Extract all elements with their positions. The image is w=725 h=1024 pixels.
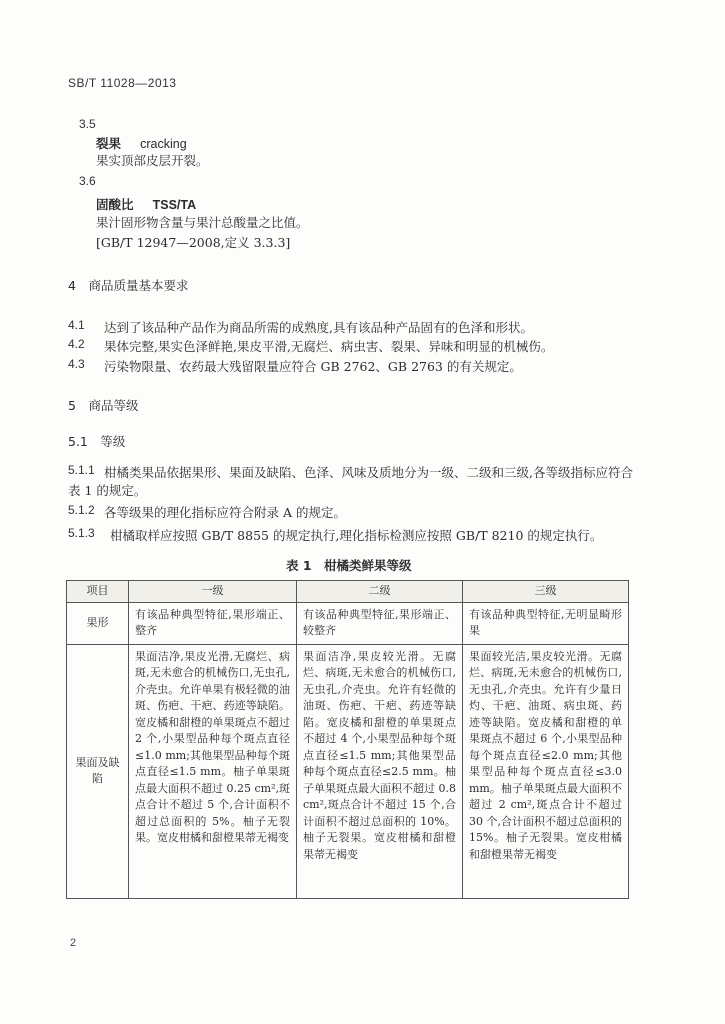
section-4-title: 4 商品质量基本要求 — [68, 278, 189, 293]
clause-4-1-number: 4.1 — [68, 318, 85, 332]
cell-shape-grade-1: 有该品种典型特征,果形端正、整齐 — [129, 602, 297, 644]
row-label-shape: 果形 — [67, 602, 129, 644]
term-3-6 — [96, 194, 196, 213]
clause-number-3-6: 3.6 — [79, 174, 96, 188]
table-header-row — [67, 581, 629, 603]
clause-5-1-1-text: 柑橘类果品依据果形、果面及缺陷、色泽、风味及质地分为一级、二级和三级,各等级指标应符合 — [104, 465, 633, 480]
cell-surface-grade-3: 果面较光洁,果皮较光滑。无腐烂、病斑,无未愈合的机械伤口,无虫孔,介壳虫。允许有少量日灼、干疤、油斑、病虫斑、药迹等缺陷。宽皮橘和甜橙的单果斑点不超过 6 个,小果型品种每个斑点直径≤2.0 mm;其他果型品种每个斑点直径≤3.0 mm。柚子单果斑点最大面积不超过 2 cm²,斑点合计不超过 30 个,合计面积不超过总面积的 15%。柚子无裂果。宽皮柑橘和甜橙果蒂无褐变 — [463, 644, 629, 898]
cell-surface-grade-2: 果面洁净,果皮较光滑。无腐烂、病斑,无未愈合的机械伤口,无虫孔,介壳虫。允许有轻微的油斑、伤疤、干疤、药迹等缺陷。宽皮橘和甜橙的单果斑点不超过 4 个,小果型品种每个斑点直径≤1.5 mm;其他果型品种每个斑点直径≤2.5 mm。柚子单果斑点最大面积不超过 0.8 cm²,斑点合计不超过 15 个,合计面积不超过总面积的 10%。柚子无裂果。宽皮柑橘和甜橙果蒂无褐变 — [297, 644, 463, 898]
clause-4-2-number: 4.2 — [68, 337, 85, 351]
term-3-5 — [96, 133, 187, 152]
header-item: 项目 — [67, 581, 129, 603]
standard-code-header: SB/T 11028—2013 — [68, 76, 177, 90]
row-label-surface: 果面及缺陷 — [67, 644, 129, 898]
clause-4-2-text: 果体完整,果实色泽鲜艳,果皮平滑,无腐烂、病虫害、裂果、异味和明显的机械伤。 — [104, 339, 554, 354]
term-cn: 固酸比 — [96, 197, 134, 212]
definition-3-5: 果实顶部皮层开裂。 — [96, 153, 209, 168]
table-row — [67, 602, 629, 644]
clause-5-1-3-number: 5.1.3 — [68, 526, 95, 540]
clause-5-1-1-text-cont: 表 1 的规定。 — [68, 483, 147, 498]
cell-shape-grade-3: 有该品种典型特征,无明显畸形果 — [463, 602, 629, 644]
section-5-title: 5 商品等级 — [68, 398, 139, 413]
term-en: cracking — [140, 137, 187, 151]
clause-4-3-text: 污染物限量、农药最大残留限量应符合 GB 2762、GB 2763 的有关规定。 — [104, 359, 522, 374]
section-5-1-title: 5.1 等级 — [68, 434, 126, 449]
clause-4-3-number: 4.3 — [68, 357, 85, 371]
clause-5-1-2-text: 各等级果的理化指标应符合附录 A 的规定。 — [104, 505, 346, 520]
clause-5-1-2-number: 5.1.2 — [68, 503, 95, 517]
header-grade-2: 二级 — [297, 581, 463, 603]
definition-3-6: 果汁固形物含量与果汁总酸量之比值。 — [96, 215, 309, 230]
clause-5-1-3-text: 柑橘取样应按照 GB/T 8855 的规定执行,理化指标检测应按照 GB/T 8210 的规定执行。 — [110, 528, 603, 543]
term-en: TSS/TA — [152, 198, 197, 212]
clause-4-1-text: 达到了该品种产品作为商品所需的成熟度,具有该品种产品固有的色泽和形状。 — [104, 320, 533, 335]
cell-shape-grade-2: 有该品种典型特征,果形端正、较整齐 — [297, 602, 463, 644]
clause-5-1-1-number: 5.1.1 — [68, 463, 95, 477]
cell-surface-grade-1: 果面洁净,果皮光滑,无腐烂、病斑,无未愈合的机械伤口,无虫孔,介壳虫。允许单果有极轻微的油斑、伤疤、干疤、药迹等缺陷。宽皮橘和甜橙的单果斑点不超过 2 个,小果型品种每个斑点直径≤1.0 mm;其他果型品种每个斑点直径≤1.5 mm。柚子单果斑点最大面积不超过 0.25 cm²,斑点合计不超过 5 个,合计面积不超过总面积的 5%。柚子无裂果。宽皮柑橘和甜橙果蒂无褐变 — [129, 644, 297, 898]
clause-number-3-5: 3.5 — [79, 117, 96, 131]
header-grade-1: 一级 — [129, 581, 297, 603]
term-cn: 裂果 — [96, 136, 122, 151]
reference-3-6: [GB/T 12947—2008,定义 3.3.3] — [96, 235, 291, 250]
table-caption: 表 1 柑橘类鲜果等级 — [286, 558, 412, 573]
header-grade-3: 三级 — [463, 581, 629, 603]
grade-table — [66, 580, 629, 899]
page-number: 2 — [70, 937, 77, 949]
table-row — [67, 644, 629, 898]
